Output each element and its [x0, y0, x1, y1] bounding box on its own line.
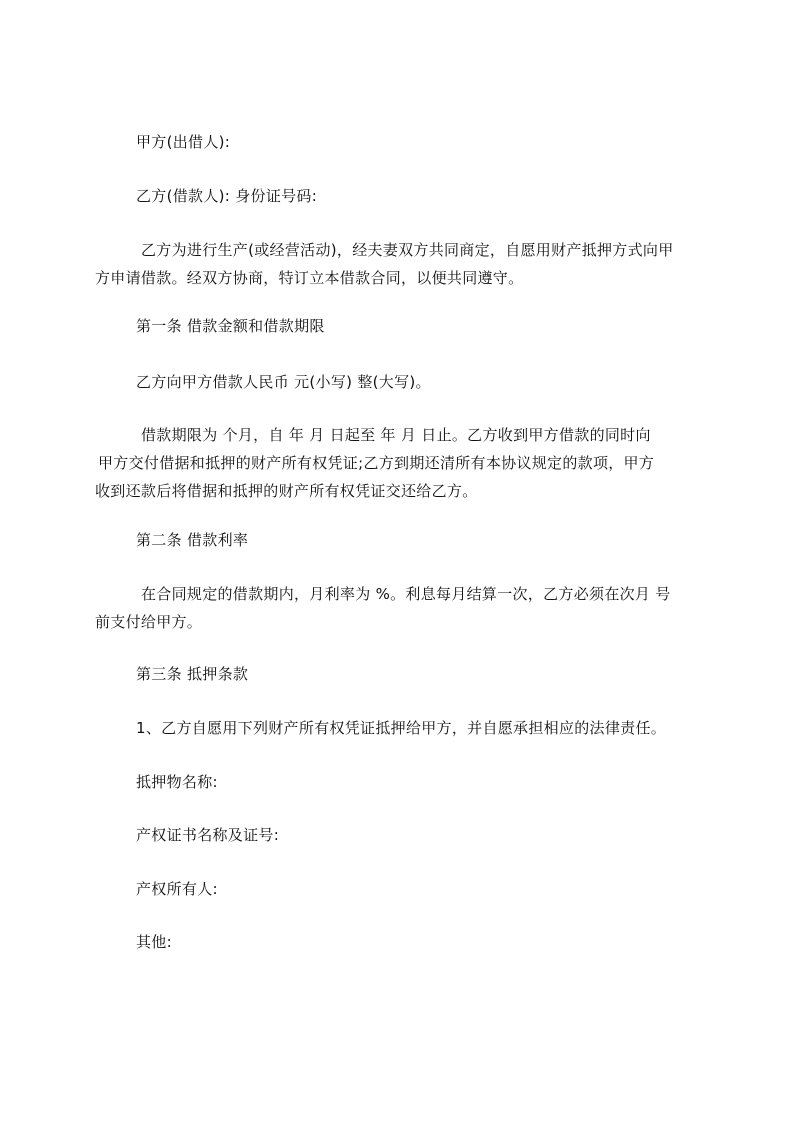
certificate-line: 产权证书名称及证号:	[136, 826, 280, 844]
intro-line-2: 方申请借款。经双方协商，特订立本借款合同，以便共同遵守。	[95, 269, 524, 287]
article-1-term-line-2: 甲方交付借据和抵押的财产所有权凭证;乙方到期还清所有本协议规定的款项，甲方	[98, 454, 655, 472]
article-1-amount: 乙方向甲方借款人民币 元(小写) 整(大写)。	[136, 373, 431, 391]
party-a-line: 甲方(出借人):	[136, 133, 231, 151]
article-3-item-1: 1、乙方自愿用下列财产所有权凭证抵押给甲方，并自愿承担相应的法律责任。	[136, 719, 667, 737]
article-2-text-line-1: 在合同规定的借款期内，月利率为 %。利息每月结算一次，乙方必须在次月 号	[141, 585, 671, 603]
article-2-title: 第二条 借款利率	[136, 531, 249, 549]
party-b-line: 乙方(借款人): 身份证号码:	[136, 187, 318, 205]
article-3-title: 第三条 抵押条款	[136, 665, 249, 683]
intro-line-1: 乙方为进行生产(或经营活动)，经夫妻双方共同商定，自愿用财产抵押方式向甲	[141, 241, 674, 259]
other-line: 其他:	[136, 933, 172, 951]
article-1-term-line-3: 收到还款后将借据和抵押的财产所有权凭证交还给乙方。	[95, 482, 478, 500]
article-2-text-line-2: 前支付给甲方。	[95, 613, 203, 631]
owner-line: 产权所有人:	[136, 880, 218, 898]
article-1-title: 第一条 借款金额和借款期限	[136, 317, 325, 335]
article-1-term-line-1: 借款期限为 个月，自 年 月 日起至 年 月 日止。乙方收到甲方借款的同时向	[141, 426, 651, 444]
collateral-name-line: 抵押物名称:	[136, 773, 218, 791]
